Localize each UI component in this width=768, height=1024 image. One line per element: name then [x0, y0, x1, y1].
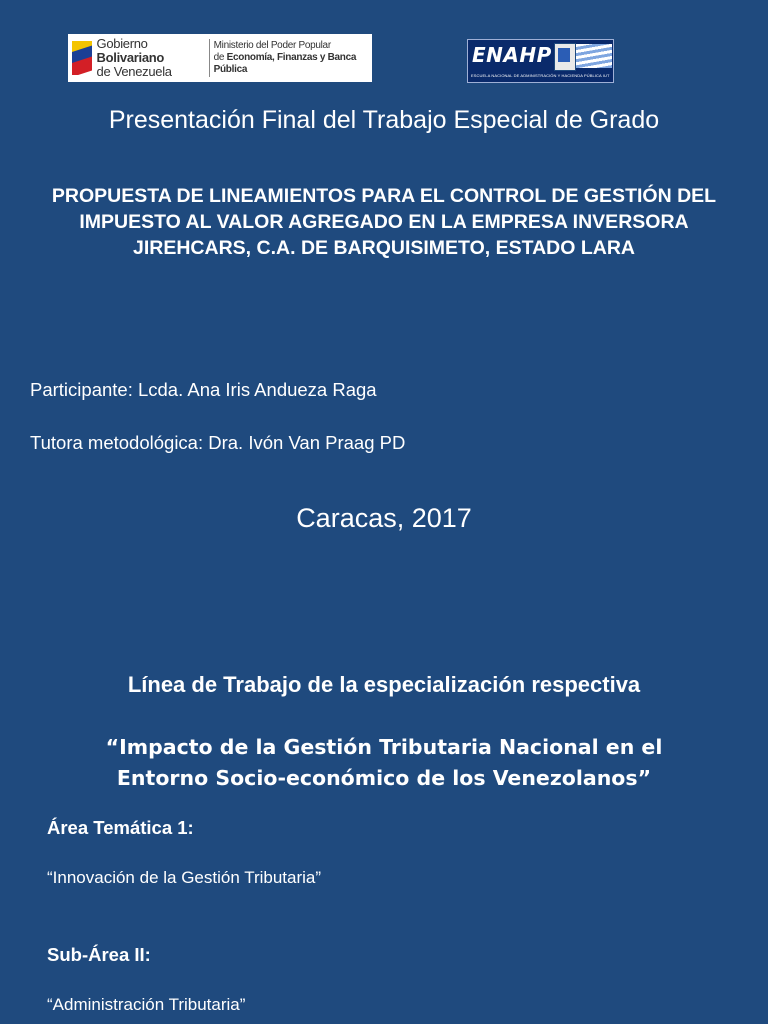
gobierno-bolivariano-logo — [68, 34, 372, 82]
enahp-logo — [467, 39, 614, 83]
thesis-title: PROPUESTA DE LINEAMIENTOS PARA EL CONTROL DE GESTIÓN DEL IMPUESTO AL VALOR AGREGADO EN LA EMPRESA INVERSORA JIREHCARS, C.A. DE BARQUISIMETO, ESTADO LARA — [51, 185, 717, 259]
presentation-subtitle: Presentación Final del Trabajo Especial de Grado — [108, 106, 660, 134]
participant-line: Participante: Lcda. Ana Iris Andueza Raga — [30, 379, 377, 400]
shield-icon — [554, 43, 576, 71]
logo-divider — [209, 39, 210, 77]
venezuela-flag-icon — [72, 41, 92, 75]
ministerio-text: Ministerio del Poder Popular de Economía, Finanzas y Banca Pública — [213, 40, 357, 75]
city-year: Caracas, 2017 — [296, 503, 472, 533]
tutor-line: Tutora metodológica: Dra. Ivón Van Praag PD — [30, 432, 406, 453]
waves-icon — [576, 44, 612, 68]
enahp-subtitle: ESCUELA NACIONAL DE ADMINISTRACIÓN Y HACIENDA PÚBLICA IUT — [471, 73, 610, 78]
impact-quote: “Impacto de la Gestión Tributaria Nacional en el Entorno Socio-económico de los Venezolanos” — [105, 735, 663, 790]
gobierno-text: Gobierno Bolivariano de Venezuela — [96, 36, 172, 79]
thematic-area-label: Área Temática 1: — [47, 817, 194, 838]
enahp-wordmark: ENAHP — [472, 43, 552, 67]
subarea-label: Sub-Área II: — [47, 944, 151, 965]
subarea-value: “Administración Tributaria” — [47, 995, 246, 1014]
work-line-heading: Línea de Trabajo de la especialización respectiva — [127, 672, 641, 697]
thematic-area-value: “Innovación de la Gestión Tributaria” — [47, 868, 322, 887]
